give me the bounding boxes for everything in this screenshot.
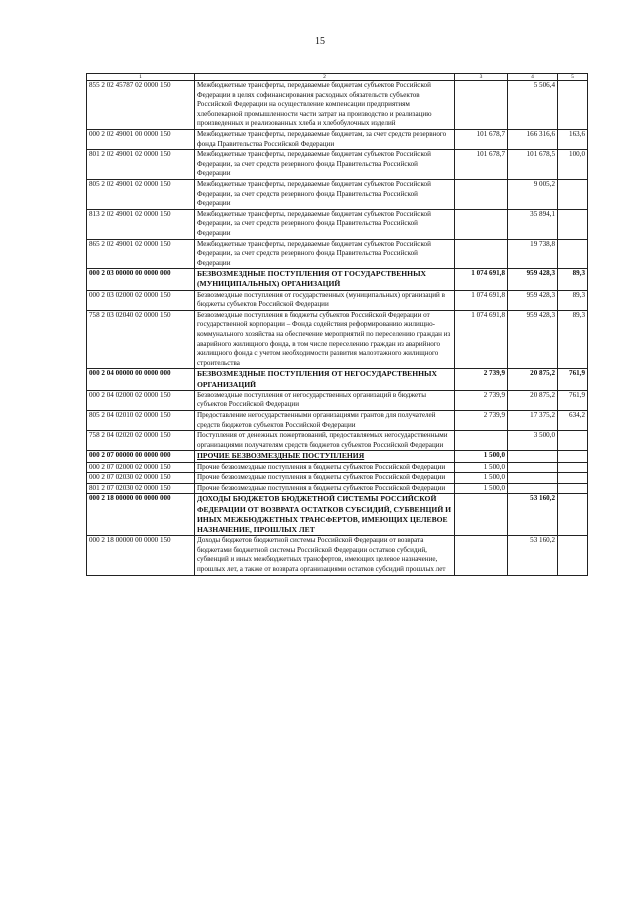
- table-row: [87, 150, 588, 180]
- description-cell: ПРОЧИЕ БЕЗВОЗМЕЗДНЫЕ ПОСТУПЛЕНИЯ: [195, 451, 455, 462]
- execution-percent-cell: 761,9: [558, 390, 588, 410]
- column-header: 5: [558, 74, 588, 81]
- table-row: [87, 431, 588, 451]
- planned-amount-cell: [455, 239, 508, 269]
- description-cell: Поступления от денежных пожертвований, предоставляемых негосударственными организациями получателям средств бюджетов субъектов Российской Федерации: [195, 431, 455, 451]
- executed-amount-cell: 5 506,4: [508, 81, 558, 130]
- table-row: [87, 179, 588, 209]
- execution-percent-cell: [558, 431, 588, 451]
- planned-amount-cell: 101 678,7: [455, 129, 508, 149]
- budget-code-cell: 000 2 18 00000 00 0000 150: [87, 536, 195, 575]
- planned-amount-cell: [455, 209, 508, 239]
- execution-percent-cell: [558, 179, 588, 209]
- budget-code-cell: 000 2 18 00000 00 0000 000: [87, 494, 195, 536]
- table-row: [87, 483, 588, 494]
- budget-code-cell: 805 2 04 02010 02 0000 150: [87, 411, 195, 431]
- table-row: [87, 462, 588, 473]
- description-cell: Межбюджетные трансферты, передаваемые бюджетам субъектов Российской Федерации, за счет средств резервного фонда Правительства Российской Федерации: [195, 150, 455, 180]
- description-cell: БЕЗВОЗМЕЗДНЫЕ ПОСТУПЛЕНИЯ ОТ НЕГОСУДАРСТВЕННЫХ ОРГАНИЗАЦИЙ: [195, 369, 455, 390]
- budget-code-cell: 000 2 04 02000 02 0000 150: [87, 390, 195, 410]
- executed-amount-cell: [508, 451, 558, 462]
- column-header: 3: [455, 74, 508, 81]
- executed-amount-cell: 53 160,2: [508, 494, 558, 536]
- description-cell: ДОХОДЫ БЮДЖЕТОВ БЮДЖЕТНОЙ СИСТЕМЫ РОССИЙСКОЙ ФЕДЕРАЦИИ ОТ ВОЗВРАТА ОСТАТКОВ СУБСИДИЙ, СУБВЕНЦИЙ И ИНЫХ МЕЖБЮДЖЕТНЫХ ТРАНСФЕРТОВ, ИМЕЮЩИХ ЦЕЛЕВОЕ НАЗНАЧЕНИЕ, ПРОШЛЫХ ЛЕТ: [195, 494, 455, 536]
- executed-amount-cell: 101 678,5: [508, 150, 558, 180]
- execution-percent-cell: 89,3: [558, 310, 588, 369]
- execution-percent-cell: [558, 239, 588, 269]
- column-header: 4: [508, 74, 558, 81]
- execution-percent-cell: [558, 494, 588, 536]
- budget-code-cell: 758 2 03 02040 02 0000 150: [87, 310, 195, 369]
- execution-percent-cell: 634,2: [558, 411, 588, 431]
- budget-code-cell: 865 2 02 49001 02 0000 150: [87, 239, 195, 269]
- description-cell: Безвозмездные поступления в бюджеты субъектов Российской Федерации от государственной корпорации – Фонда содействия реформированию жилищно-коммунального хозяйства на обеспечение мероприятий по переселению граждан из аварийного жилищного фонда, в том числе переселению граждан из аварийного жилищного фонда с учетом необходимости развития малоэтажного жилищного строительства: [195, 310, 455, 369]
- description-cell: Доходы бюджетов бюджетной системы Российской Федерации от возврата бюджетами бюджетной системы Российской Федерации остатков субсидий, субвенций и иных межбюджетных трансфертов, имеющих целевое назначение, прошлых лет, а также от возврата организациями остатков субсидий прошлых лет: [195, 536, 455, 575]
- planned-amount-cell: 2 739,9: [455, 369, 508, 390]
- budget-code-cell: 000 2 07 02000 02 0000 150: [87, 462, 195, 473]
- table-row: [87, 209, 588, 239]
- executed-amount-cell: 959 428,3: [508, 290, 558, 310]
- budget-code-cell: 855 2 02 45787 02 0000 150: [87, 81, 195, 130]
- executed-amount-cell: 9 005,2: [508, 179, 558, 209]
- planned-amount-cell: 101 678,7: [455, 150, 508, 180]
- budget-code-cell: 000 2 03 02000 02 0000 150: [87, 290, 195, 310]
- budget-code-cell: 000 2 07 00000 00 0000 000: [87, 451, 195, 462]
- page-number: 15: [315, 36, 325, 47]
- description-cell: Межбюджетные трансферты, передаваемые бюджетам субъектов Российской Федерации, за счет средств резервного фонда Правительства Российской Федерации: [195, 239, 455, 269]
- executed-amount-cell: [508, 473, 558, 484]
- executed-amount-cell: 20 875,2: [508, 369, 558, 390]
- planned-amount-cell: [455, 536, 508, 575]
- budget-code-cell: 813 2 02 49001 02 0000 150: [87, 209, 195, 239]
- budget-code-cell: 801 2 07 02030 02 0000 150: [87, 483, 195, 494]
- execution-percent-cell: [558, 483, 588, 494]
- budget-code-cell: 000 2 02 49001 00 0000 150: [87, 129, 195, 149]
- executed-amount-cell: [508, 483, 558, 494]
- table-row: [87, 451, 588, 462]
- table-row: [87, 411, 588, 431]
- planned-amount-cell: [455, 179, 508, 209]
- column-header: 1: [87, 74, 195, 81]
- description-cell: Межбюджетные трансферты, передаваемые бюджетам, за счет средств резервного фонда Правительства Российской Федерации: [195, 129, 455, 149]
- table-row: [87, 536, 588, 575]
- description-cell: БЕЗВОЗМЕЗДНЫЕ ПОСТУПЛЕНИЯ ОТ ГОСУДАРСТВЕННЫХ (МУНИЦИПАЛЬНЫХ) ОРГАНИЗАЦИЙ: [195, 269, 455, 290]
- planned-amount-cell: 1 074 691,8: [455, 290, 508, 310]
- executed-amount-cell: 3 500,0: [508, 431, 558, 451]
- execution-percent-cell: [558, 473, 588, 484]
- planned-amount-cell: 1 500,0: [455, 473, 508, 484]
- planned-amount-cell: 1 074 691,8: [455, 269, 508, 290]
- execution-percent-cell: [558, 451, 588, 462]
- execution-percent-cell: [558, 536, 588, 575]
- description-cell: Межбюджетные трансферты, передаваемые бюджетам субъектов Российской Федерации, за счет средств резервного фонда Правительства Российской Федерации: [195, 179, 455, 209]
- description-cell: Межбюджетные трансферты, передаваемые бюджетам субъектов Российской Федерации, за счет средств резервного фонда Правительства Российской Федерации: [195, 209, 455, 239]
- budget-code-cell: 000 2 03 00000 00 0000 000: [87, 269, 195, 290]
- execution-percent-cell: 761,9: [558, 369, 588, 390]
- planned-amount-cell: [455, 494, 508, 536]
- executed-amount-cell: [508, 462, 558, 473]
- table-row: [87, 494, 588, 536]
- table-row: [87, 310, 588, 369]
- table-row: [87, 390, 588, 410]
- budget-code-cell: 805 2 02 49001 02 0000 150: [87, 179, 195, 209]
- executed-amount-cell: 19 738,8: [508, 239, 558, 269]
- execution-percent-cell: [558, 81, 588, 130]
- table-row: [87, 129, 588, 149]
- budget-revenue-table: [86, 73, 588, 576]
- description-cell: Прочие безвозмездные поступления в бюджеты субъектов Российской Федерации: [195, 483, 455, 494]
- column-header: 2: [195, 74, 455, 81]
- budget-code-cell: 801 2 02 49001 02 0000 150: [87, 150, 195, 180]
- description-cell: Прочие безвозмездные поступления в бюджеты субъектов Российской Федерации: [195, 473, 455, 484]
- table-row: [87, 269, 588, 290]
- executed-amount-cell: 53 160,2: [508, 536, 558, 575]
- planned-amount-cell: 1 500,0: [455, 483, 508, 494]
- budget-code-cell: 758 2 04 02020 02 0000 150: [87, 431, 195, 451]
- table-row: [87, 369, 588, 390]
- execution-percent-cell: 100,0: [558, 150, 588, 180]
- table-row: [87, 239, 588, 269]
- description-cell: Безвозмездные поступления от негосударственных организаций в бюджеты субъектов Российской Федерации: [195, 390, 455, 410]
- executed-amount-cell: 166 316,6: [508, 129, 558, 149]
- description-cell: Прочие безвозмездные поступления в бюджеты субъектов Российской Федерации: [195, 462, 455, 473]
- execution-percent-cell: [558, 209, 588, 239]
- executed-amount-cell: 20 875,2: [508, 390, 558, 410]
- table-row: [87, 290, 588, 310]
- planned-amount-cell: 1 074 691,8: [455, 310, 508, 369]
- budget-code-cell: 000 2 04 00000 00 0000 000: [87, 369, 195, 390]
- execution-percent-cell: 163,6: [558, 129, 588, 149]
- planned-amount-cell: [455, 431, 508, 451]
- execution-percent-cell: 89,3: [558, 290, 588, 310]
- planned-amount-cell: [455, 81, 508, 130]
- executed-amount-cell: 959 428,3: [508, 269, 558, 290]
- planned-amount-cell: 2 739,9: [455, 390, 508, 410]
- planned-amount-cell: 2 739,9: [455, 411, 508, 431]
- planned-amount-cell: 1 500,0: [455, 451, 508, 462]
- description-cell: Безвозмездные поступления от государственных (муниципальных) организаций в бюджеты субъектов Российской Федерации: [195, 290, 455, 310]
- execution-percent-cell: [558, 462, 588, 473]
- budget-code-cell: 000 2 07 02030 02 0000 150: [87, 473, 195, 484]
- table-header-row: [87, 74, 588, 81]
- table-row: [87, 473, 588, 484]
- table-row: [87, 81, 588, 130]
- description-cell: Предоставление негосударственными организациями грантов для получателей средств бюджетов субъектов Российской Федерации: [195, 411, 455, 431]
- executed-amount-cell: 17 375,2: [508, 411, 558, 431]
- description-cell: Межбюджетные трансферты, передаваемые бюджетам субъектов Российской Федерации в целях софинансирования расходных обязательств субъектов Российской Федерации на осуществление компенсации предприятиям хлебопекарной промышленности части затрат на производство и реализацию произведенных и реализованных хлеба и хлебобулочных изделий: [195, 81, 455, 130]
- execution-percent-cell: 89,3: [558, 269, 588, 290]
- executed-amount-cell: 959 428,3: [508, 310, 558, 369]
- planned-amount-cell: 1 500,0: [455, 462, 508, 473]
- executed-amount-cell: 35 894,1: [508, 209, 558, 239]
